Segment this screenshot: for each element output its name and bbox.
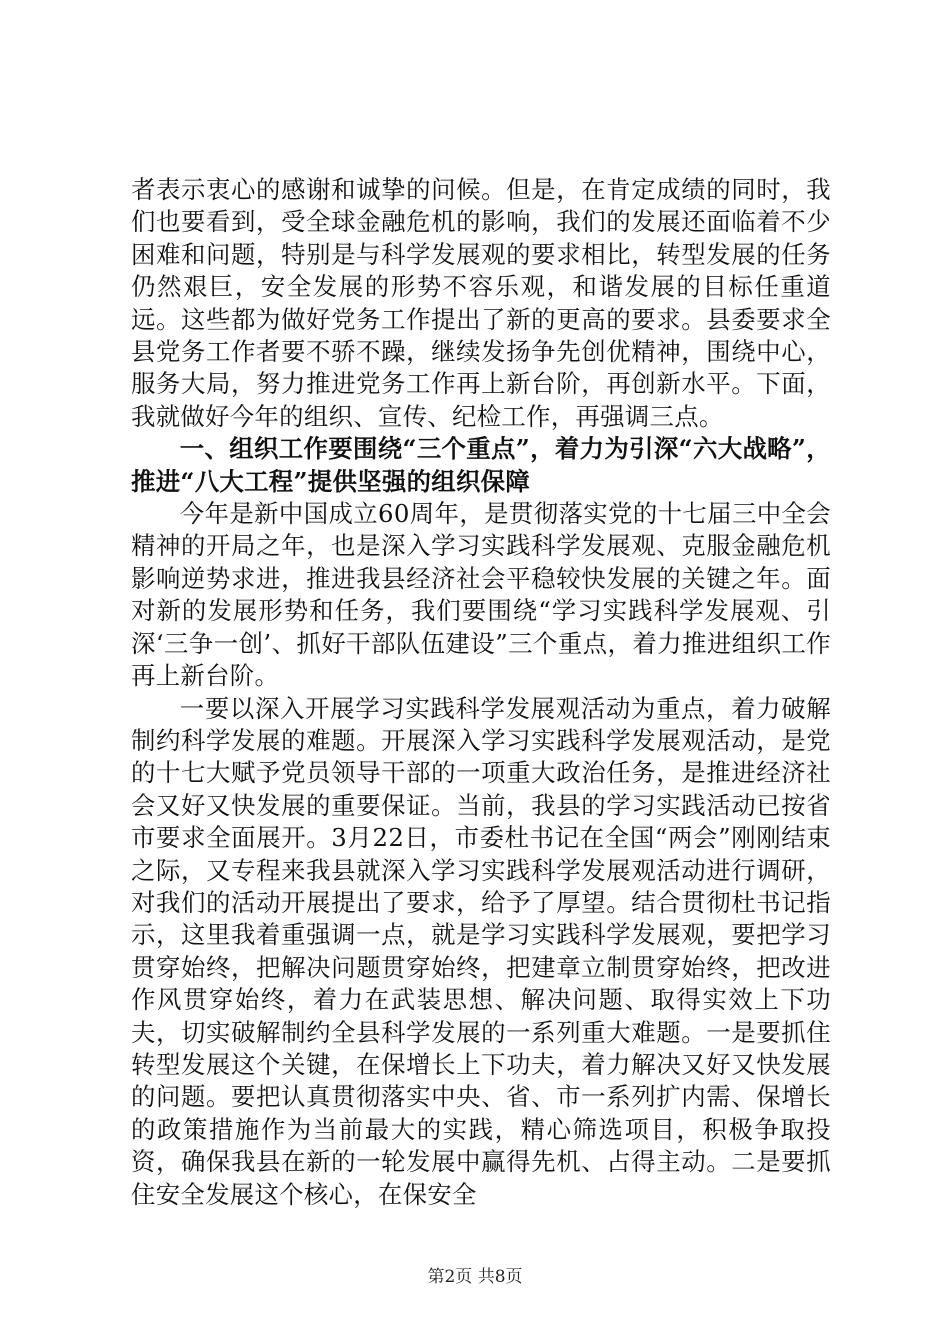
paragraph-intro: 今年是新中国成立60周年，是贯彻落实党的十七届三中全会精神的开局之年，也是深入学习实践科学发展观、克服金融危机影响逆势求进，推进我县经济社会平稳较快发展的关键之年。面对新的发展形势和任务，我们要围绕“学习实践科学发展观、引深‘三争一创’、抓好干部队伍建设”三个重点，着力推进组织工作再上新台阶。 <box>131 499 831 691</box>
paragraph-continuation: 者表示衷心的感谢和诚挚的问候。但是，在肯定成绩的同时，我们也要看到，受全球金融危机的影响，我们的发展还面临着不少困难和问题，特别是与科学发展观的要求相比，转型发展的任务仍然艰巨，安全发展的形势不容乐观，和谐发展的目标任重道远。这些都为做好党务工作提出了新的更高的要求。县委要求全县党务工作者要不骄不躁，继续发扬争先创优精神，围绕中心，服务大局，努力推进党务工作再上新台阶，再创新水平。下面，我就做好今年的组织、宣传、纪检工作，再强调三点。 <box>131 175 831 431</box>
document-body <box>131 174 831 1211</box>
page-number: 第2页 共8页 <box>427 1267 523 1287</box>
page-footer <box>0 1262 950 1287</box>
section-heading: 一、组织工作要围绕“三个重点”，着力为引深“六大战略”，推进“八大工程”提供坚强的组织保障 <box>131 434 831 496</box>
paragraph-point-one: 一要以深入开展学习实践科学发展观活动为重点，着力破解制约科学发展的难题。开展深入学习实践科学发展观活动，是党的十七大赋予党员领导干部的一项重大政治任务，是推进经济社会又好又快发展的重要保证。当前，我县的学习实践活动已按省市要求全面展开。3月22日，市委杜书记在全国“两会”刚刚结束之际，又专程来我县就深入学习实践科学发展观活动进行调研，对我们的活动开展提出了要求，给予了厚望。结合贯彻杜书记指示，这里我着重强调一点，就是学习实践科学发展观，要把学习贯穿始终，把解决问题贯穿始终，把建章立制贯穿始终，把改进作风贯穿始终，着力在武装思想、解决问题、取得实效上下功夫，切实破解制约全县科学发展的一系列重大难题。一是要抓住转型发展这个关键，在保增长上下功夫，着力解决又好又快发展的问题。要把认真贯彻落实中央、省、市一系列扩内需、保增长的政策措施作为当前最大的实践，精心筛选项目，积极争取投资，确保我县在新的一轮发展中赢得先机、占得主动。二是要抓住安全发展这个核心，在保安全 <box>131 693 831 1209</box>
